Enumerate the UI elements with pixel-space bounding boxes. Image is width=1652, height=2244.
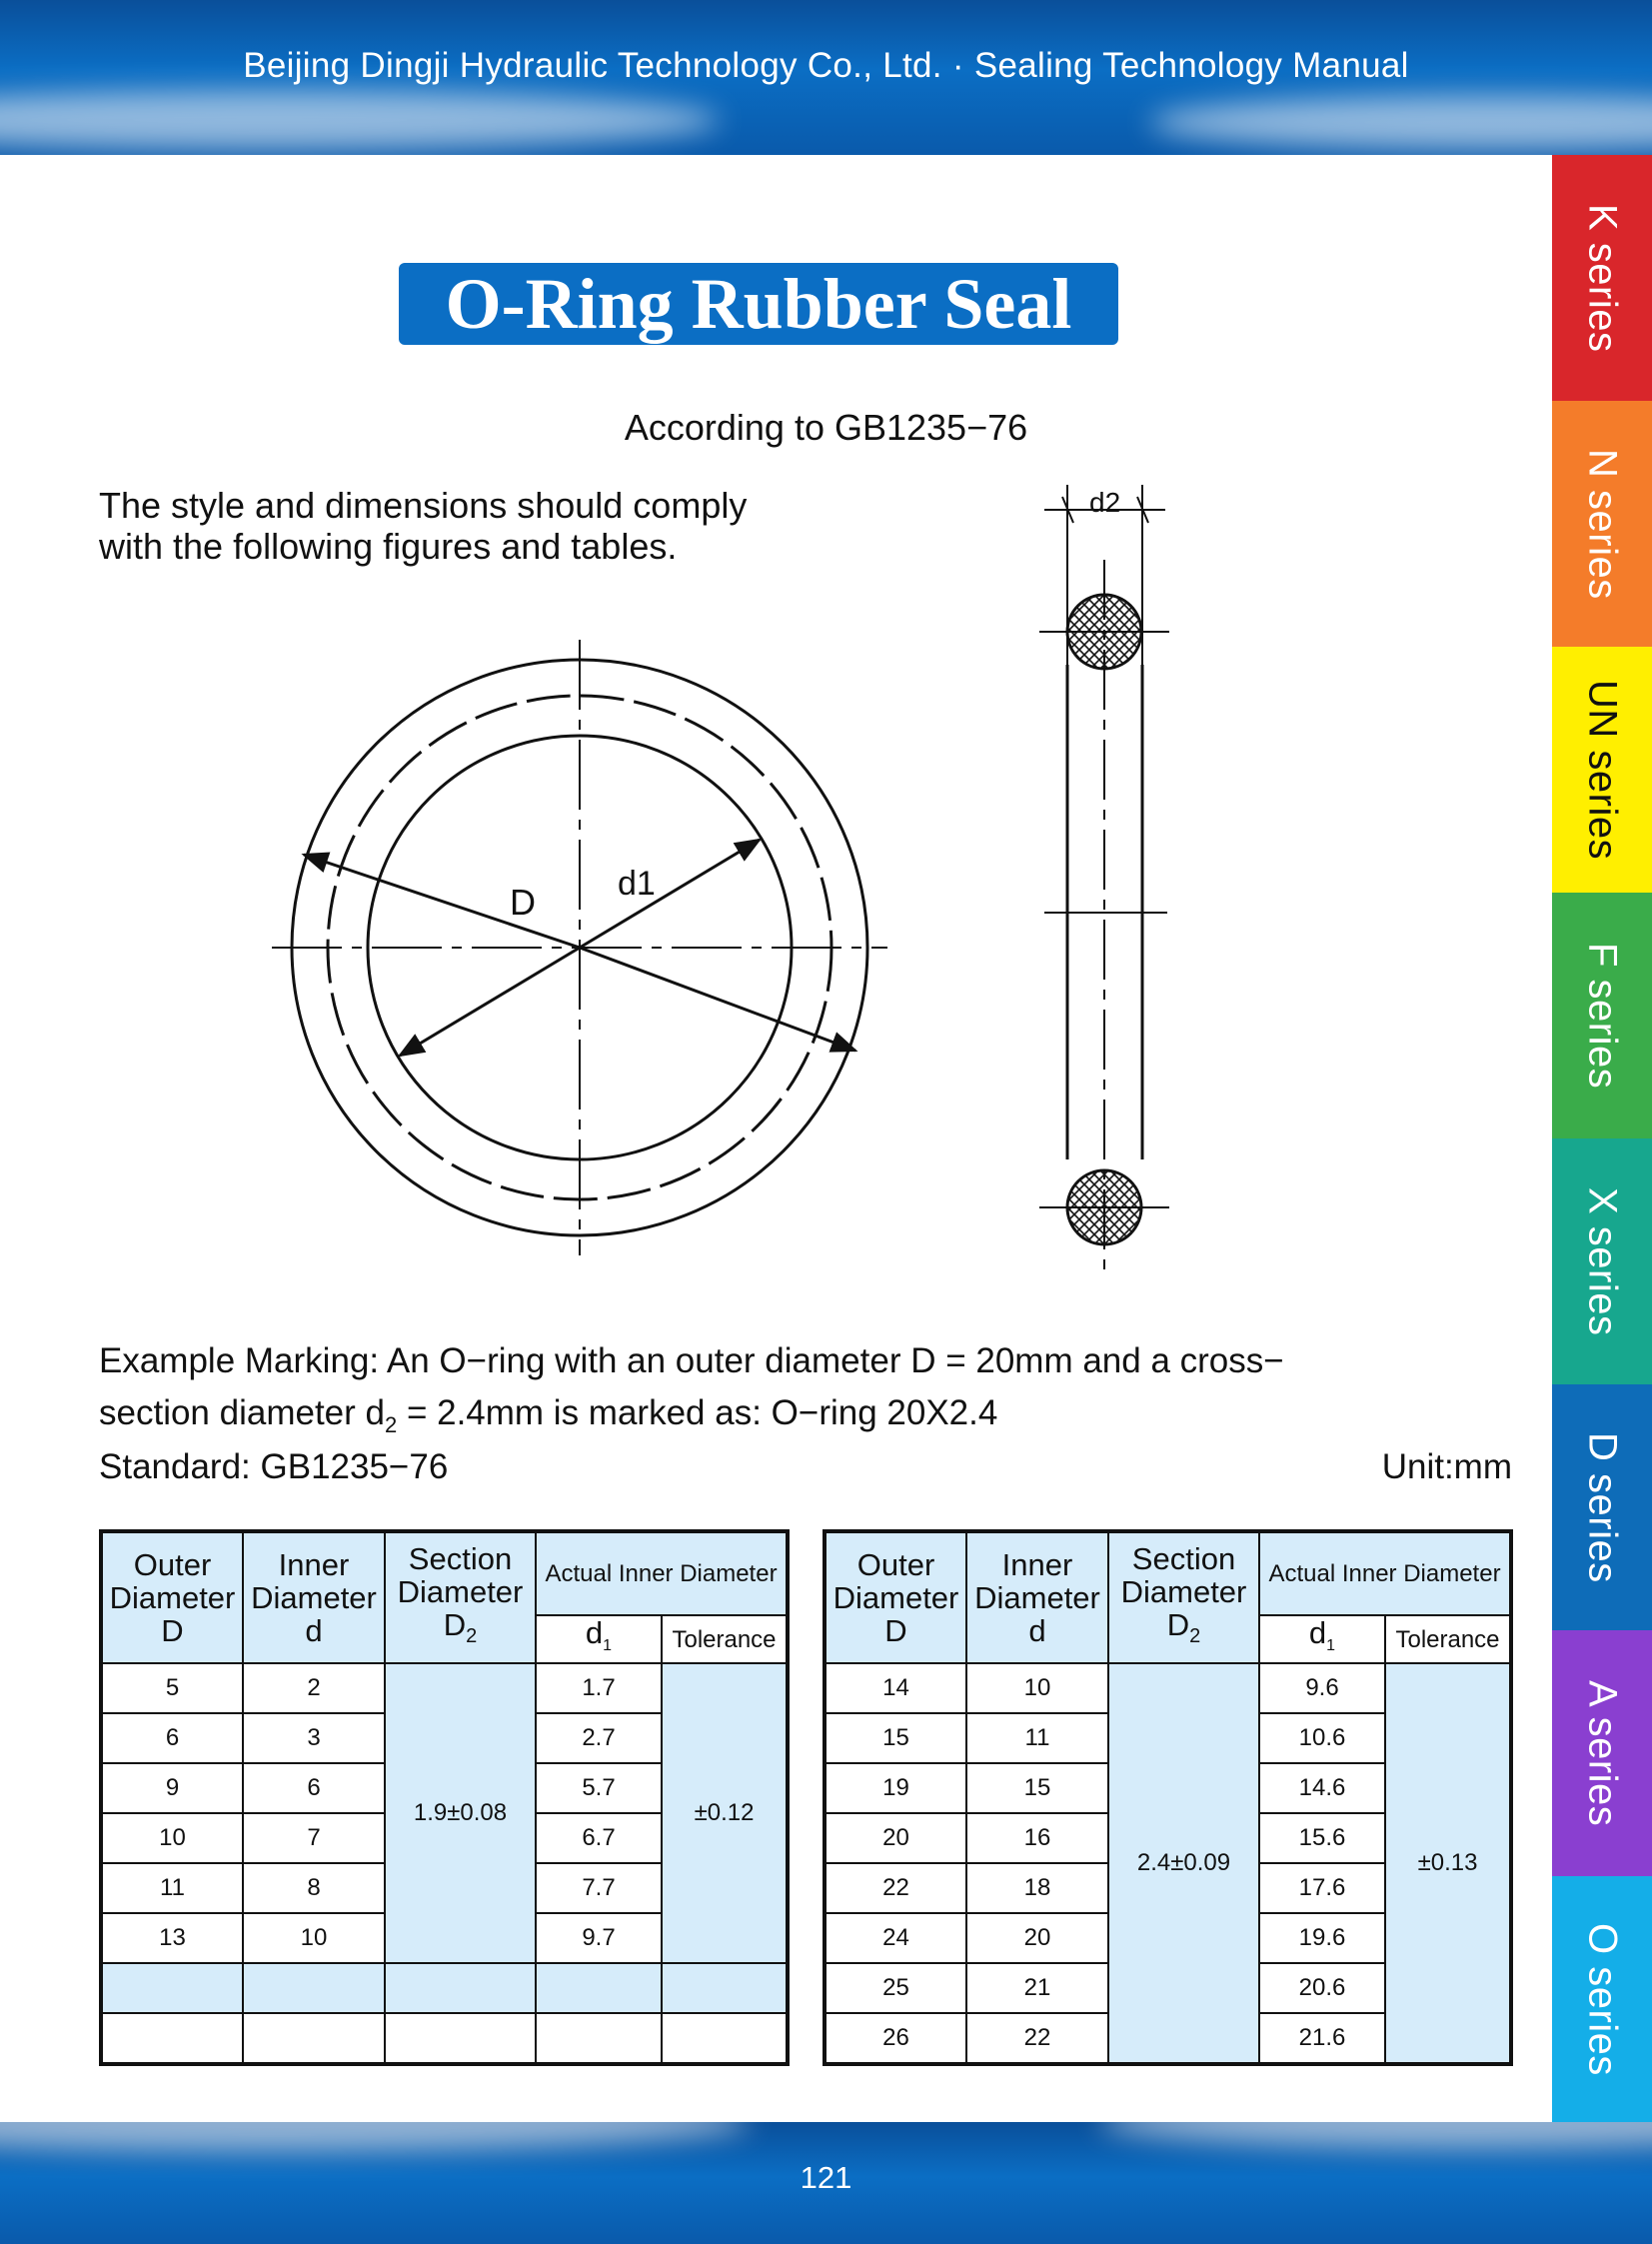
cell-outer: 15 — [825, 1713, 966, 1763]
cell-inner: 3 — [243, 1713, 385, 1763]
header-outer-diameter: Outer Diameter D — [825, 1531, 966, 1663]
subtitle: According to GB1235−76 — [624, 407, 1028, 448]
cell-d1: 7.7 — [536, 1863, 662, 1913]
cell-inner: 6 — [243, 1763, 385, 1813]
cell-outer: 24 — [825, 1913, 966, 1963]
unit-label: Unit:mm — [1381, 1447, 1512, 1486]
intro-line-2: with the following figures and tables. — [99, 526, 678, 567]
cell-outer: 13 — [101, 1913, 243, 1963]
cell-outer — [101, 1963, 243, 2013]
page-number: 121 — [800, 2160, 852, 2195]
header-section-text: Section Diameter D — [397, 1541, 524, 1642]
cell-section-empty — [385, 1963, 536, 2013]
cell-section-empty — [385, 2013, 536, 2064]
header-d1-sub: 1 — [603, 1637, 613, 1655]
tab-label: F series — [1580, 942, 1625, 1090]
header-d1 — [536, 1615, 662, 1663]
example-line-1: Example Marking: An O−ring with an outer diameter D = 20mm and a cross− — [99, 1341, 1284, 1380]
cell-inner: 10 — [243, 1913, 385, 1963]
example-marking — [99, 1335, 1518, 1451]
standard-label: Standard: GB1235−76 — [99, 1447, 449, 1486]
header-tolerance: Tolerance — [662, 1615, 788, 1663]
cell-outer: 9 — [101, 1763, 243, 1813]
cell-tolerance-value: ±0.12 — [662, 1663, 788, 1963]
cell-outer: 11 — [101, 1863, 243, 1913]
front-view — [272, 640, 887, 1255]
cell-d1: 15.6 — [1259, 1813, 1385, 1863]
side-view — [1039, 485, 1169, 1269]
cell-d1: 9.6 — [1259, 1663, 1385, 1713]
label-d-outer: D — [510, 882, 536, 923]
header-section-sub: 2 — [466, 1625, 478, 1648]
header-inner-diameter: Inner Diameter d — [966, 1531, 1108, 1663]
header-section-text: Section Diameter D — [1120, 1541, 1247, 1642]
cell-outer: 19 — [825, 1763, 966, 1813]
cell-outer: 20 — [825, 1813, 966, 1863]
example-line-2-pre: section diameter d — [99, 1393, 385, 1432]
tab-label: O series — [1580, 1922, 1625, 2076]
header-actual-inner-diameter: Actual Inner Diameter — [1259, 1531, 1511, 1615]
header-section-sub: 2 — [1189, 1625, 1201, 1648]
header-tolerance: Tolerance — [1385, 1615, 1511, 1663]
header-title: Beijing Dingji Hydraulic Technology Co., Ltd. · Sealing Technology Manual — [243, 46, 1409, 85]
cell-inner — [243, 1963, 385, 2013]
cell-d1: 21.6 — [1259, 2013, 1385, 2064]
cell-d1: 19.6 — [1259, 1913, 1385, 1963]
header-d1 — [1259, 1615, 1385, 1663]
cell-inner: 16 — [966, 1813, 1108, 1863]
label-d2: d2 — [1089, 487, 1121, 518]
cell-d1: 20.6 — [1259, 1963, 1385, 2013]
cell-outer: 14 — [825, 1663, 966, 1713]
cell-inner: 7 — [243, 1813, 385, 1863]
header-section-diameter — [385, 1531, 536, 1663]
cell-d1: 14.6 — [1259, 1763, 1385, 1813]
cell-d1 — [536, 1963, 662, 2013]
header-inner-diameter: Inner Diameter d — [243, 1531, 385, 1663]
header-d1-sub: 1 — [1326, 1637, 1336, 1655]
spec-table-left — [99, 1529, 790, 2066]
series-tabs — [1552, 155, 1652, 2122]
cell-outer: 22 — [825, 1863, 966, 1913]
tab-x-series[interactable] — [1552, 1138, 1652, 1384]
cell-section-value: 1.9±0.08 — [385, 1663, 536, 1963]
cell-outer: 26 — [825, 2013, 966, 2064]
cell-inner: 20 — [966, 1913, 1108, 1963]
cell-d1: 9.7 — [536, 1913, 662, 1963]
label-d1: d1 — [618, 865, 656, 903]
header-section-diameter — [1108, 1531, 1259, 1663]
cell-d1: 10.6 — [1259, 1713, 1385, 1763]
cell-outer: 10 — [101, 1813, 243, 1863]
tab-un-series[interactable] — [1552, 647, 1652, 893]
cell-d1 — [536, 2013, 662, 2064]
intro-line-1: The style and dimensions should comply — [99, 485, 748, 526]
tab-d-series[interactable] — [1552, 1384, 1652, 1630]
cell-d1: 2.7 — [536, 1713, 662, 1763]
cell-section-value: 2.4±0.09 — [1108, 1663, 1259, 2064]
tab-k-series[interactable] — [1552, 155, 1652, 401]
tab-a-series[interactable] — [1552, 1630, 1652, 1876]
cell-d1: 1.7 — [536, 1663, 662, 1713]
cell-inner: 21 — [966, 1963, 1108, 2013]
tab-f-series[interactable] — [1552, 893, 1652, 1138]
tab-label: K series — [1580, 203, 1625, 353]
table-row — [101, 1963, 788, 2013]
cell-outer — [101, 2013, 243, 2064]
tab-label: X series — [1580, 1186, 1625, 1336]
table-row — [101, 1663, 788, 1713]
tab-o-series[interactable] — [1552, 1876, 1652, 2122]
cell-inner: 8 — [243, 1863, 385, 1913]
header-d1-text: d — [585, 1615, 604, 1650]
cell-outer: 6 — [101, 1713, 243, 1763]
cell-d1: 5.7 — [536, 1763, 662, 1813]
page-title: O-Ring Rubber Seal — [399, 263, 1118, 345]
cell-inner — [243, 2013, 385, 2064]
cell-inner: 22 — [966, 2013, 1108, 2064]
header-d1-text: d — [1308, 1615, 1327, 1650]
table-row — [825, 1663, 1511, 1713]
header-actual-inner-diameter: Actual Inner Diameter — [536, 1531, 788, 1615]
cell-inner: 2 — [243, 1663, 385, 1713]
cell-tolerance-empty — [662, 1963, 788, 2013]
example-line-2 — [99, 1387, 1518, 1451]
cell-tolerance-value: ±0.13 — [1385, 1663, 1511, 2064]
cell-inner: 18 — [966, 1863, 1108, 1913]
cell-tolerance-empty — [662, 2013, 788, 2064]
cell-inner: 11 — [966, 1713, 1108, 1763]
cell-inner: 10 — [966, 1663, 1108, 1713]
tab-label: D series — [1580, 1431, 1625, 1583]
tab-label: A series — [1580, 1679, 1625, 1827]
cell-d1: 17.6 — [1259, 1863, 1385, 1913]
cell-outer: 5 — [101, 1663, 243, 1713]
example-line-2-post: = 2.4mm is marked as: O−ring 20X2.4 — [397, 1393, 998, 1432]
cell-inner: 15 — [966, 1763, 1108, 1813]
table-row — [101, 2013, 788, 2064]
cell-outer: 25 — [825, 1963, 966, 2013]
tab-label: UN series — [1580, 679, 1625, 861]
tab-label: N series — [1580, 448, 1625, 600]
example-line-2-sub: 2 — [384, 1412, 398, 1437]
spec-table-right — [823, 1529, 1513, 2066]
cell-d1: 6.7 — [536, 1813, 662, 1863]
header-outer-diameter: Outer Diameter D — [101, 1531, 243, 1663]
